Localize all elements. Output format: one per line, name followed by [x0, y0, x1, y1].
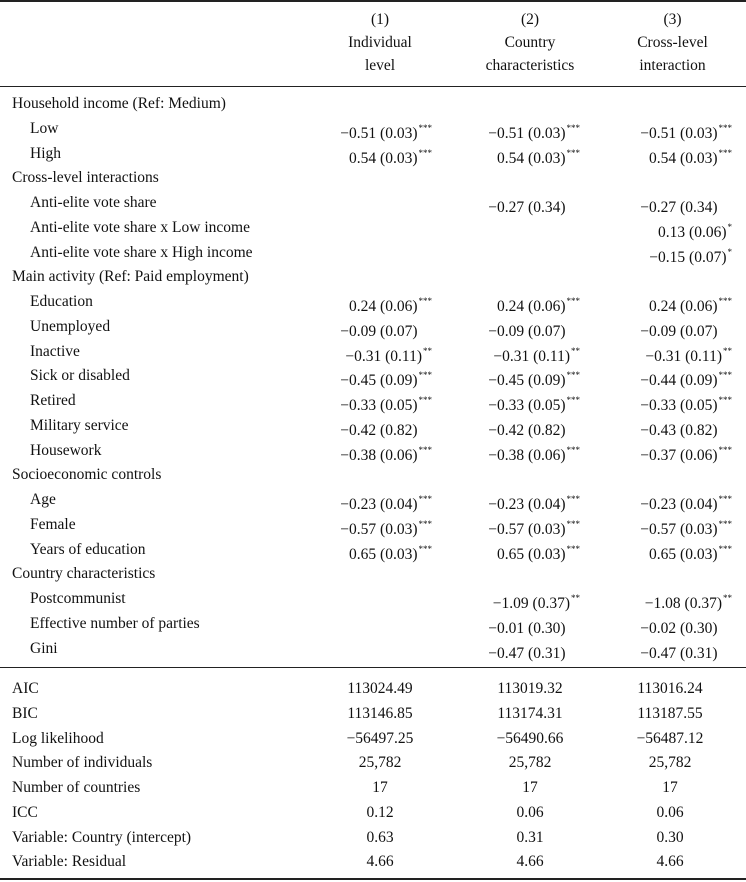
stat-value: 0.30 [656, 828, 684, 846]
column-title-line1: Country [504, 34, 556, 51]
significance-stars: *** [566, 494, 580, 504]
coefficient-value: −1.09 (0.37) [492, 595, 570, 613]
stat-row [0, 751, 746, 775]
significance-stars: *** [718, 518, 732, 529]
significance-stars: *** [418, 543, 432, 554]
coefficient-value: −0.23 (0.04) [488, 496, 566, 514]
table-row [0, 439, 746, 463]
stat-value: 113016.24 [637, 680, 703, 697]
significance-stars: *** [718, 147, 732, 158]
coefficient-value: −0.09 (0.07) [488, 322, 566, 340]
section-label: Country characteristics [12, 565, 156, 583]
significance-stars: *** [566, 543, 580, 554]
stat-value: 4.66 [516, 853, 544, 871]
section-header-row [0, 463, 746, 487]
stat-value: 0.12 [366, 803, 394, 821]
coefficient-value: −0.31 (0.11) [345, 347, 422, 365]
column-title-line2: characteristics [485, 57, 575, 74]
row-label: Anti-elite vote share [30, 194, 157, 211]
significance-stars: *** [566, 518, 580, 529]
stat-value: −56487.12 [636, 729, 704, 747]
coefficient-value: 0.54 (0.03) [649, 149, 718, 167]
row-label: Postcommunist [30, 590, 126, 607]
top-rule [0, 0, 746, 2]
significance-stars: * [727, 246, 732, 257]
coefficient-value: −0.57 (0.03) [640, 520, 718, 538]
coefficient-value: −0.57 (0.03) [488, 520, 566, 538]
column-header-2 [465, 8, 595, 77]
header-rule [0, 86, 746, 87]
stat-row [0, 702, 746, 726]
stat-value: 25,782 [358, 754, 402, 772]
coefficient-value: −0.33 (0.05) [640, 397, 718, 415]
stat-value: 0.63 [366, 828, 394, 846]
significance-stars: *** [566, 395, 580, 405]
coefficient-value: −0.01 (0.30) [488, 619, 566, 637]
significance-stars: *** [418, 494, 432, 504]
coefficient-value: 0.54 (0.03) [497, 149, 566, 167]
significance-stars: *** [566, 444, 580, 455]
coefficient-value: 0.65 (0.03) [349, 545, 418, 563]
coefficient-value: −0.23 (0.04) [340, 496, 418, 514]
section-header-row [0, 265, 746, 289]
table-row [0, 241, 746, 265]
stat-value: 25,782 [508, 754, 552, 772]
stat-label: AIC [12, 680, 39, 697]
table-row [0, 488, 746, 512]
stat-label: Number of countries [12, 779, 141, 796]
column-number: (1) [370, 11, 390, 28]
coefficient-value: −0.38 (0.06) [488, 446, 566, 464]
coefficient-value: −0.44 (0.09) [640, 372, 718, 390]
coefficient-value: −0.51 (0.03) [488, 124, 566, 142]
column-header-1 [320, 8, 440, 77]
significance-stars: *** [418, 122, 432, 133]
stat-label: ICC [12, 803, 38, 821]
significance-stars: * [727, 221, 732, 232]
row-label: Years of education [30, 540, 146, 558]
stat-value: 113019.32 [497, 680, 563, 697]
stat-value: 0.06 [516, 803, 544, 821]
column-title-line2: level [364, 57, 396, 74]
coefficient-cell [488, 637, 580, 666]
coefficient-value: −0.42 (0.82) [340, 421, 418, 439]
significance-stars: ** [571, 593, 580, 603]
stat-row [0, 826, 746, 850]
section-label: Cross-level interactions [12, 169, 159, 187]
coefficient-value: −0.09 (0.07) [340, 322, 418, 340]
significance-stars: ** [423, 345, 432, 356]
significance-stars: *** [418, 370, 432, 381]
table-row [0, 191, 746, 215]
row-label: Sick or disabled [30, 367, 130, 385]
row-label: Unemployed [30, 317, 111, 335]
table-row [0, 340, 746, 364]
significance-stars: *** [418, 147, 432, 158]
column-title-line1: Cross-level [637, 34, 708, 51]
stat-row [0, 776, 746, 800]
row-label: Anti-elite vote share x Low income [30, 218, 250, 236]
table-row [0, 290, 746, 314]
table-row [0, 513, 746, 537]
stat-value: 113024.49 [347, 680, 413, 697]
significance-stars: ** [723, 593, 732, 603]
section-label: Main activity (Ref: Paid employment) [12, 268, 249, 286]
table-row [0, 389, 746, 413]
significance-stars: *** [418, 296, 432, 306]
significance-stars: *** [566, 147, 580, 158]
coefficient-value: 0.24 (0.06) [649, 298, 718, 316]
significance-stars: *** [718, 395, 732, 405]
table-row [0, 364, 746, 388]
coefficient-value: −0.37 (0.06) [640, 446, 718, 464]
coefficient-value: −0.27 (0.34) [640, 199, 718, 217]
row-label: Military service [30, 416, 129, 434]
column-header-3 [610, 8, 735, 77]
table-row [0, 538, 746, 562]
coefficient-value: 0.54 (0.03) [349, 149, 418, 167]
coefficient-value: −0.51 (0.03) [640, 124, 718, 142]
table-row [0, 142, 746, 166]
stat-row [0, 801, 746, 825]
table-row [0, 117, 746, 141]
coefficient-cell [418, 637, 433, 666]
coefficient-value: 0.24 (0.06) [349, 298, 418, 316]
stat-value: 17 [372, 779, 388, 796]
significance-stars: *** [566, 296, 580, 306]
row-label: Gini [30, 639, 58, 657]
significance-stars: *** [718, 543, 732, 554]
stat-label: Log likelihood [12, 729, 104, 747]
table-row [0, 414, 746, 438]
stat-row [0, 727, 746, 751]
coefficient-value: 0.65 (0.03) [497, 545, 566, 563]
coefficient-value: −1.08 (0.37) [644, 595, 722, 613]
coefficient-value: 0.13 (0.06) [658, 223, 727, 241]
stat-label: Variable: Country (intercept) [12, 828, 192, 846]
table-row [0, 612, 746, 636]
column-title-line1: Individual [348, 34, 412, 51]
coefficient-value: −0.27 (0.34) [488, 199, 566, 217]
coefficient-value: −0.38 (0.06) [340, 446, 418, 464]
column-number: (3) [663, 11, 682, 28]
column-number: (2) [520, 11, 540, 28]
stat-row [0, 677, 746, 701]
stat-value: 0.06 [656, 803, 684, 821]
section-header-row [0, 562, 746, 586]
stat-value: 113146.85 [347, 704, 413, 722]
row-label: Education [30, 293, 93, 310]
coefficient-value: −0.31 (0.11) [493, 347, 570, 365]
coefficient-value: −0.42 (0.82) [488, 421, 566, 439]
significance-stars: *** [418, 444, 432, 455]
table-row [0, 637, 746, 661]
significance-stars: *** [718, 444, 732, 455]
coefficient-value: −0.51 (0.03) [340, 124, 418, 142]
significance-stars: *** [566, 122, 580, 133]
row-label: Female [30, 515, 76, 533]
stat-value: 113174.31 [497, 704, 563, 722]
stat-value: −56497.25 [346, 729, 414, 747]
stat-row [0, 850, 746, 874]
coefficient-value: −0.47 (0.31) [640, 644, 718, 662]
coefficient-value: −0.09 (0.07) [640, 322, 718, 340]
row-label: High [30, 144, 61, 162]
section-label: Socioeconomic controls [12, 466, 162, 484]
significance-stars: *** [718, 122, 732, 133]
section-header-row [0, 166, 746, 190]
table-row [0, 587, 746, 611]
row-label: Inactive [30, 342, 80, 360]
coefficient-value: −0.33 (0.05) [488, 397, 566, 415]
stat-label: BIC [12, 704, 38, 722]
stat-value: 0.31 [516, 828, 544, 846]
significance-stars: *** [718, 494, 732, 504]
coefficient-value: −0.33 (0.05) [340, 397, 418, 415]
coefficient-value: −0.31 (0.11) [645, 347, 722, 365]
coefficient-value: −0.47 (0.31) [488, 644, 566, 662]
significance-stars: ** [571, 345, 580, 356]
column-title-line2: interaction [639, 57, 706, 74]
row-label: Anti-elite vote share x High income [30, 243, 253, 261]
section-header-row [0, 92, 746, 116]
stat-value: 17 [662, 779, 678, 796]
stat-value: 4.66 [366, 853, 394, 871]
coefficient-value: 0.65 (0.03) [649, 545, 718, 563]
stat-label: Number of individuals [12, 754, 153, 772]
coefficient-value: −0.57 (0.03) [340, 520, 418, 538]
stat-label: Variable: Residual [12, 853, 127, 871]
coefficient-value: −0.23 (0.04) [640, 496, 718, 514]
coefficient-value: 0.24 (0.06) [497, 298, 566, 316]
significance-stars: *** [566, 370, 580, 381]
coefficient-value: −0.45 (0.09) [340, 372, 418, 390]
row-label: Housework [30, 441, 102, 459]
stat-value: 4.66 [656, 853, 684, 871]
coefficient-value: −0.43 (0.82) [640, 421, 718, 439]
row-label: Age [30, 491, 56, 508]
bottom-rule [0, 878, 746, 880]
table-row [0, 216, 746, 240]
row-label: Low [30, 119, 59, 137]
row-label: Retired [30, 392, 76, 409]
stat-value: 17 [522, 779, 538, 796]
row-label: Effective number of parties [30, 614, 200, 632]
coefficient-value: −0.15 (0.07) [649, 248, 727, 266]
stat-value: −56490.66 [496, 729, 564, 747]
significance-stars: ** [723, 345, 732, 356]
coefficient-cell [640, 637, 732, 666]
significance-stars: *** [718, 296, 732, 306]
coefficient-value: −0.02 (0.30) [640, 619, 718, 637]
significance-stars: *** [418, 518, 432, 529]
coefficient-value: −0.45 (0.09) [488, 372, 566, 390]
stat-value: 25,782 [648, 754, 692, 772]
significance-stars: *** [718, 370, 732, 381]
table-row [0, 315, 746, 339]
stats-rule [0, 667, 746, 668]
significance-stars: *** [418, 395, 432, 405]
section-label: Household income (Ref: Medium) [12, 95, 226, 112]
stat-value: 113187.55 [637, 704, 703, 722]
